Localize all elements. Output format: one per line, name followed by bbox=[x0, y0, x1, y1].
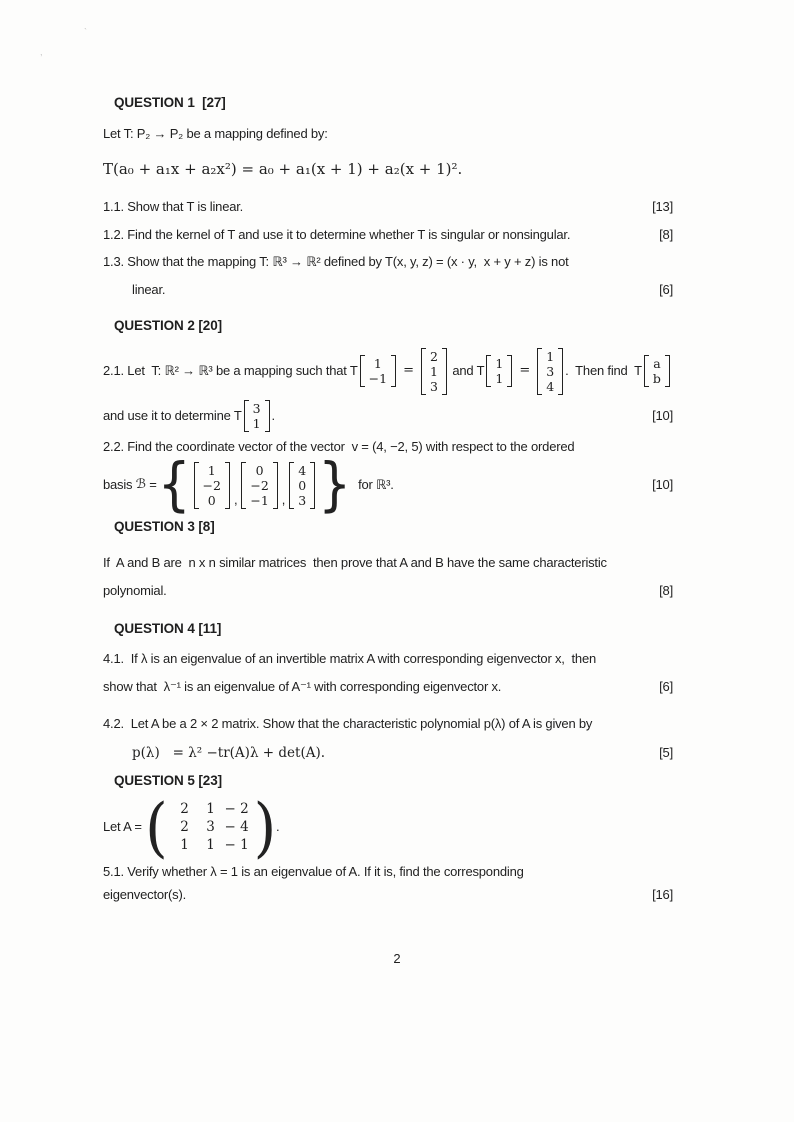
q1-formula-text: T(a₀ + a₁x + a₂x²) = a₀ + a₁(x + 1) + a₂(x + 1)². bbox=[103, 160, 463, 178]
question-2-header: QUESTION 2 [20] bbox=[114, 318, 223, 333]
period: . bbox=[271, 408, 275, 423]
basis-word: basis bbox=[103, 477, 136, 492]
q1-item-1-3-line1 bbox=[103, 253, 673, 271]
q5-matrix-line bbox=[103, 788, 673, 866]
q4-item-4-1-line2 bbox=[103, 678, 673, 696]
question-3-header: QUESTION 3 [8] bbox=[114, 519, 215, 534]
equals-sign: = bbox=[519, 363, 531, 378]
q4-item-4-1-text2: show that λ⁻¹ is an eigenvalue of A⁻¹ with corresponding eigenvector x. bbox=[103, 679, 502, 694]
basis-suffix: for ℝ³. bbox=[358, 477, 394, 492]
q2-item-2-1-mid: and T bbox=[448, 363, 485, 378]
comma: , bbox=[233, 492, 238, 507]
basis-vector-3: 4 0 3 bbox=[289, 462, 315, 509]
matrix-a: 2 1 − 2 2 3 − 4 1 1 − 1 bbox=[180, 801, 249, 853]
vector-ab: a b bbox=[644, 355, 670, 387]
q4-item-4-2-text1: 4.2. Let A be a 2 × 2 matrix. Show that the characteristic polynomial p(λ) of A is given by bbox=[103, 716, 593, 731]
q1-item-1-1 bbox=[103, 198, 673, 216]
q2-item-2-1-line1 bbox=[103, 342, 673, 400]
basis-equals: = bbox=[145, 477, 157, 492]
page-number: 2 bbox=[393, 951, 401, 966]
q2-item-2-1-lead: 2.1. Let T: ℝ² → ℝ³ be a mapping such that T bbox=[103, 363, 358, 378]
q1-item-1-3-text2: linear. bbox=[132, 282, 166, 297]
q1-item-1-1-text: 1.1. Show that T is linear. bbox=[103, 199, 244, 214]
question-5-header: QUESTION 5 [23] bbox=[114, 773, 223, 788]
q4-item-4-2-line2 bbox=[103, 744, 673, 762]
basis-vector-2: 0 −2 −1 bbox=[241, 462, 277, 509]
marks-badge: [8] bbox=[659, 583, 673, 598]
period: . bbox=[276, 819, 280, 834]
question-4-header: QUESTION 4 [11] bbox=[114, 621, 222, 636]
q5-item-5-1-line1 bbox=[103, 863, 673, 881]
q1-item-1-2-text: 1.2. Find the kernel of T and use it to determine whether T is singular or nonsingular. bbox=[103, 227, 571, 242]
q2-item-2-2-text1: 2.2. Find the coordinate vector of the vector v = (4, −2, 5) with respect to the ordered bbox=[103, 439, 575, 454]
vector-input-2: 1 1 bbox=[486, 355, 512, 387]
q1-item-1-2 bbox=[103, 226, 673, 244]
marks-badge: [8] bbox=[659, 227, 673, 242]
basis-vector-1: 1 −2 0 bbox=[194, 462, 230, 509]
vector-output-1: 2 1 3 bbox=[421, 348, 447, 395]
q1-intro-text: Let T: P₂ → P₂ be a mapping defined by: bbox=[103, 126, 328, 141]
q2-item-2-1-line2-text: and use it to determine T bbox=[103, 408, 242, 423]
marks-badge: [6] bbox=[659, 679, 673, 694]
vector-output-2: 1 3 4 bbox=[537, 348, 563, 395]
marks-badge: [10] bbox=[652, 408, 673, 423]
q3-text2: polynomial. bbox=[103, 583, 167, 598]
marks-badge: [6] bbox=[659, 282, 673, 297]
paren-close: ) bbox=[253, 788, 277, 866]
q3-line2 bbox=[103, 582, 673, 600]
brace-open: { bbox=[157, 451, 191, 519]
q1-formula bbox=[103, 160, 673, 178]
comma: , bbox=[281, 492, 286, 507]
q5-matrix-label: Let A = bbox=[103, 819, 146, 834]
marks-badge: [16] bbox=[652, 887, 673, 902]
q1-intro bbox=[103, 125, 673, 143]
q5-item-5-1-text1: 5.1. Verify whether λ = 1 is an eigenvalue of A. If it is, find the corresponding bbox=[103, 864, 524, 879]
marks-badge: [10] bbox=[652, 477, 673, 492]
script-b-symbol: ℬ bbox=[135, 477, 146, 492]
vector-input-1: 1 −1 bbox=[360, 355, 396, 387]
question-1-header: QUESTION 1 [27] bbox=[114, 95, 226, 110]
q4-item-4-2-formula: p(λ) = λ² −tr(A)λ + det(A). bbox=[132, 745, 326, 761]
q4-item-4-1-text1: 4.1. If λ is an eigenvalue of an invertible matrix A with corresponding eigenvector x, then bbox=[103, 651, 597, 666]
equals-sign: = bbox=[403, 363, 414, 378]
q4-item-4-2-line1 bbox=[103, 715, 673, 733]
q1-item-1-3-line2 bbox=[103, 281, 673, 299]
marks-badge: [13] bbox=[652, 199, 673, 214]
scan-speck: , bbox=[40, 47, 43, 57]
paren-open: ( bbox=[145, 788, 168, 866]
q5-item-5-1-line2 bbox=[103, 886, 673, 904]
brace-close: } bbox=[318, 451, 352, 519]
q4-item-4-1-line1 bbox=[103, 650, 673, 668]
q2-item-2-2-basis bbox=[103, 451, 673, 519]
scan-speck: ` bbox=[84, 27, 87, 37]
marks-badge: [5] bbox=[659, 745, 673, 760]
q1-item-1-3-text1: 1.3. Show that the mapping T: ℝ³ → ℝ² defined by T(x, y, z) = (x · y, x + y + z) is not bbox=[103, 254, 569, 269]
q5-item-5-1-text2: eigenvector(s). bbox=[103, 887, 186, 902]
q2-item-2-1-line2 bbox=[103, 398, 673, 434]
q2-item-2-1-tail: . Then find T bbox=[565, 363, 642, 378]
q3-text1: If A and B are n x n similar matrices then prove that A and B have the same characteristic bbox=[103, 555, 607, 570]
q3-line1 bbox=[103, 554, 673, 572]
vector-3-1: 3 1 bbox=[244, 400, 270, 432]
